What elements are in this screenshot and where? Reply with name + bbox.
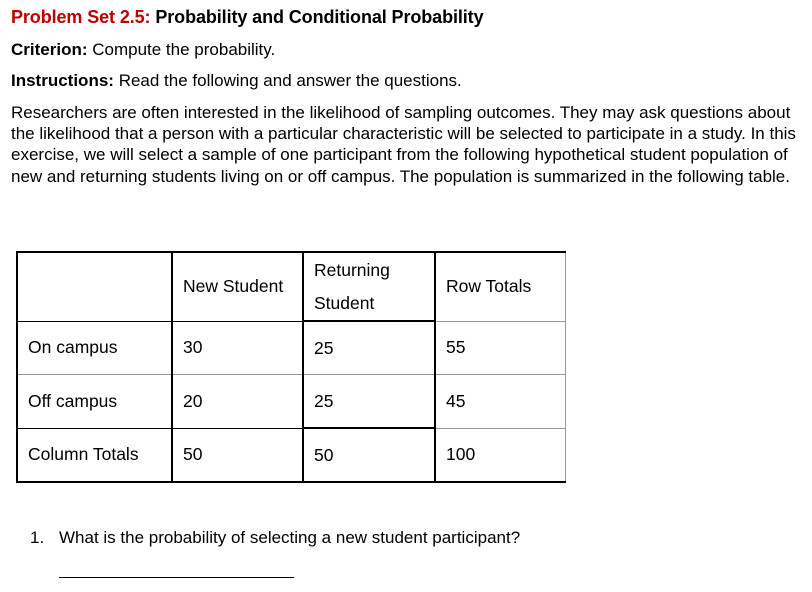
table-cell: 20: [172, 375, 303, 429]
table-header-cell: Returning Student: [303, 252, 435, 321]
table-header-cell: Row Totals: [435, 252, 566, 321]
table-cell: 50: [303, 428, 435, 482]
table-cell: 30: [172, 321, 303, 375]
table-header-row: [17, 252, 566, 321]
question-text: What is the probability of selecting a new student participant?: [59, 528, 521, 547]
answer-blank[interactable]: [59, 577, 294, 578]
criterion-label: Criterion:: [11, 40, 88, 59]
instructions-line: [11, 71, 462, 91]
table-cell: 25: [303, 375, 435, 429]
table-header-cell: [17, 252, 172, 321]
table-row: [17, 321, 566, 375]
question-number: 1.: [30, 528, 45, 547]
population-table: [16, 251, 566, 483]
table-cell: 55: [435, 321, 566, 375]
table-cell: 100: [435, 428, 566, 482]
criterion-line: [11, 40, 275, 60]
problem-set-title: Probability and Conditional Probability: [155, 7, 484, 27]
table-cell: On campus: [17, 321, 172, 375]
table-cell: Column Totals: [17, 428, 172, 482]
table-cell: 50: [172, 428, 303, 482]
criterion-text: Compute the probability.: [92, 40, 276, 59]
table-row: [17, 375, 566, 429]
instructions-text: Read the following and answer the questions.: [118, 71, 462, 90]
instructions-label: Instructions:: [11, 71, 114, 90]
page-title: [11, 7, 483, 28]
table-row: [17, 428, 566, 482]
table-header-cell: New Student: [172, 252, 303, 321]
question-item: [30, 528, 520, 548]
table-cell: Off campus: [17, 375, 172, 429]
problem-set-label: Problem Set 2.5:: [11, 7, 151, 27]
intro-paragraph: Researchers are often interested in the likelihood of sampling outcomes. They may ask questions about the likelihood that a person with a particular characteristic will be selected to participate in a study. In this exercise, we will select a sample of one participant from the following hypothetical student population of new and returning students living on or off campus. The population is summarized in the following table.: [11, 103, 796, 186]
table-cell: 45: [435, 375, 566, 429]
table-cell: 25: [303, 321, 435, 375]
